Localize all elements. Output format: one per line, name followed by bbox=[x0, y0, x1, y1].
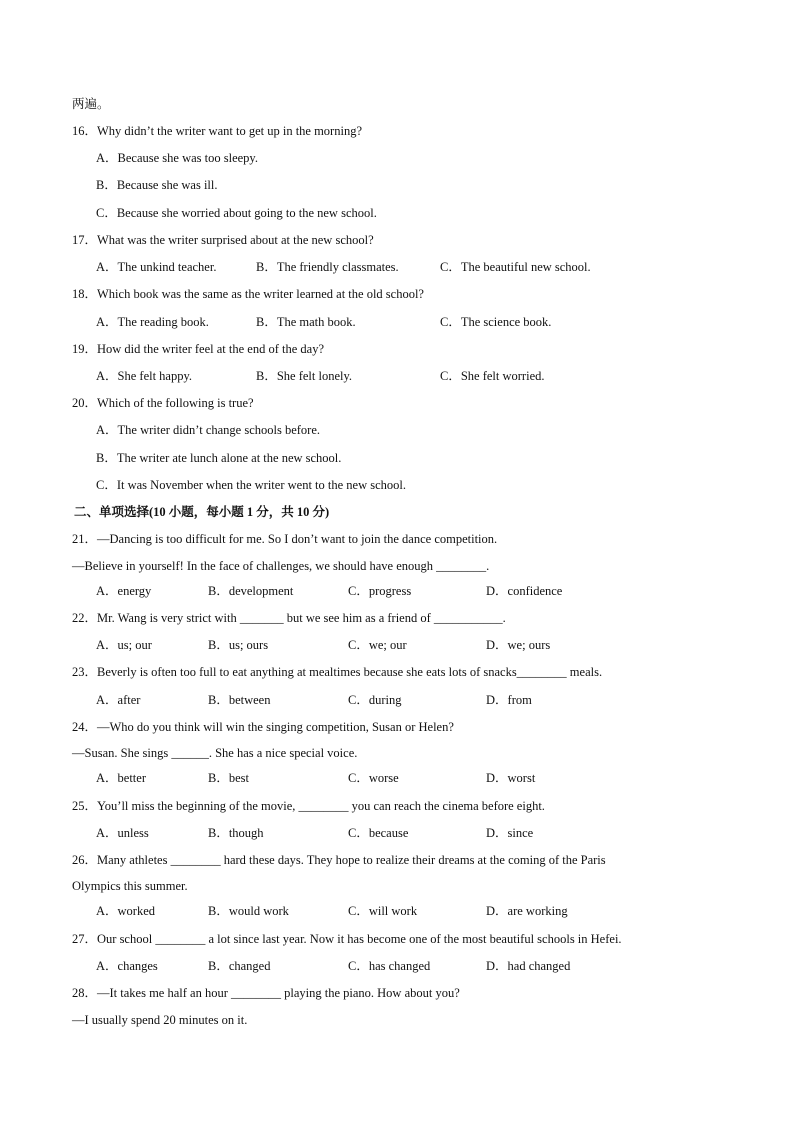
option[interactable]: B．development bbox=[208, 584, 294, 598]
option[interactable]: C．progress bbox=[348, 584, 412, 598]
option[interactable]: B．best bbox=[208, 771, 249, 785]
option[interactable]: D．are working bbox=[486, 904, 568, 918]
option[interactable]: C．It was November when the writer went to the new school. bbox=[96, 478, 406, 492]
option[interactable]: B．changed bbox=[208, 959, 271, 973]
option[interactable]: D．we; ours bbox=[486, 638, 551, 652]
question-stem: 27．Our school ________ a lot since last year. Now it has become one of the most beautiful schools in Hefei. bbox=[72, 932, 622, 946]
option[interactable]: B．The friendly classmates. bbox=[256, 260, 399, 274]
question-stem: 21．—Dancing is too difficult for me. So I don’t want to join the dance competition. bbox=[72, 532, 498, 546]
question-stem: 20．Which of the following is true? bbox=[72, 396, 254, 410]
option[interactable]: C．during bbox=[348, 693, 402, 707]
option[interactable]: A．unless bbox=[96, 826, 149, 840]
option[interactable]: A．She felt happy. bbox=[96, 369, 193, 383]
question-stem: —I usually spend 20 minutes on it. bbox=[72, 1013, 248, 1027]
option[interactable]: A．energy bbox=[96, 584, 152, 598]
option[interactable]: B．The writer ate lunch alone at the new school. bbox=[96, 451, 342, 465]
option[interactable]: B．would work bbox=[208, 904, 289, 918]
option[interactable]: D．confidence bbox=[486, 584, 563, 598]
option[interactable]: B．between bbox=[208, 693, 271, 707]
option[interactable]: B．The math book. bbox=[256, 315, 356, 329]
question-stem: 17．What was the writer surprised about at the new school? bbox=[72, 233, 374, 247]
question-stem: 16．Why didn’t the writer want to get up in the morning? bbox=[72, 124, 362, 138]
question-stem: 18．Which book was the same as the writer learned at the old school? bbox=[72, 287, 424, 301]
question-stem: 24．—Who do you think will win the singing competition, Susan or Helen? bbox=[72, 720, 454, 734]
option[interactable]: A．us; our bbox=[96, 638, 152, 652]
option[interactable]: C．The science book. bbox=[440, 315, 552, 329]
option[interactable]: A．The unkind teacher. bbox=[96, 260, 217, 274]
question-stem: 28．—It takes me half an hour ________ playing the piano. How about you? bbox=[72, 986, 460, 1000]
question-stem: 26．Many athletes ________ hard these days. They hope to realize their dreams at the coming of the Paris bbox=[72, 853, 606, 867]
question-stem: 19．How did the writer feel at the end of the day? bbox=[72, 342, 324, 356]
question-stem: —Susan. She sings ______. She has a nice special voice. bbox=[72, 746, 358, 760]
option[interactable]: C．Because she worried about going to the new school. bbox=[96, 206, 377, 220]
question-stem: 22．Mr. Wang is very strict with _______ but we see him as a friend of ___________. bbox=[72, 611, 506, 625]
option[interactable]: B．Because she was ill. bbox=[96, 178, 218, 192]
question-stem: —Believe in yourself! In the face of challenges, we should have enough ________. bbox=[72, 559, 490, 573]
option[interactable]: D．had changed bbox=[486, 959, 571, 973]
option[interactable]: C．has changed bbox=[348, 959, 431, 973]
question-stem: 25．You’ll miss the beginning of the movie, ________ you can reach the cinema before eight. bbox=[72, 799, 545, 813]
question-stem: 23．Beverly is often too full to eat anything at mealtimes because she eats lots of snacks________ meals. bbox=[72, 665, 603, 679]
option[interactable]: A．The writer didn’t change schools before. bbox=[96, 423, 321, 437]
option[interactable]: C．worse bbox=[348, 771, 399, 785]
option[interactable]: C．we; our bbox=[348, 638, 407, 652]
option[interactable]: C．because bbox=[348, 826, 409, 840]
option[interactable]: C．She felt worried. bbox=[440, 369, 545, 383]
option[interactable]: D．from bbox=[486, 693, 532, 707]
option[interactable]: A．changes bbox=[96, 959, 158, 973]
question-stem: Olympics this summer. bbox=[72, 879, 188, 893]
option[interactable]: A．worked bbox=[96, 904, 156, 918]
option[interactable]: A．after bbox=[96, 693, 141, 707]
option[interactable]: D．since bbox=[486, 826, 534, 840]
option[interactable]: A．The reading book. bbox=[96, 315, 209, 329]
top-fragment: 两遍。 bbox=[72, 97, 110, 111]
option[interactable]: A．better bbox=[96, 771, 146, 785]
section-title: 二、单项选择(10 小题，每小题 1 分，共 10 分) bbox=[74, 505, 330, 519]
option[interactable]: D．worst bbox=[486, 771, 536, 785]
option[interactable]: A．Because she was too sleepy. bbox=[96, 151, 258, 165]
option[interactable]: B．though bbox=[208, 826, 264, 840]
option[interactable]: B．us; ours bbox=[208, 638, 269, 652]
option[interactable]: C．will work bbox=[348, 904, 418, 918]
option[interactable]: C．The beautiful new school. bbox=[440, 260, 591, 274]
option[interactable]: B．She felt lonely. bbox=[256, 369, 353, 383]
